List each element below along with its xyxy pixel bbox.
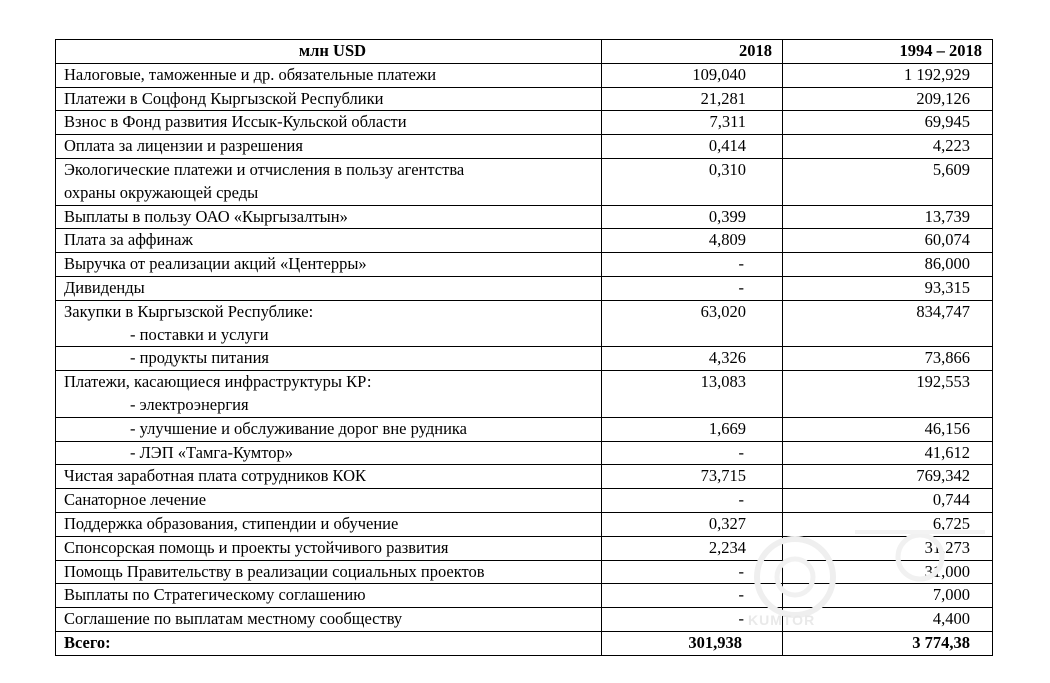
row-label-cell — [56, 465, 602, 489]
row-label: Выплаты по Стратегическому соглашению — [64, 585, 366, 605]
table-row — [56, 253, 993, 277]
row-value-2018: - — [602, 253, 783, 277]
infra-value-total: 192,553 — [783, 371, 993, 418]
row-label-cell — [56, 63, 602, 87]
table-row — [56, 135, 993, 159]
table-row — [56, 63, 993, 87]
watermark-text: KUMTOR — [748, 612, 816, 628]
infra-value-2018: 13,083 — [602, 371, 783, 418]
row-label: Выплаты в пользу ОАО «Кыргызалтын» — [64, 206, 348, 226]
header-year-2018: 2018 — [602, 40, 783, 64]
purchases-group — [56, 300, 993, 370]
infra-sub-powerline: - ЛЭП «Тамга-Кумтор» — [130, 442, 293, 462]
table-row — [56, 276, 993, 300]
table-row — [56, 560, 993, 584]
row-label-cell — [56, 205, 602, 229]
row-label-cell — [56, 158, 602, 205]
row-value-total: 86,000 — [783, 253, 993, 277]
row-value-2018: 0,414 — [602, 135, 783, 159]
row-label: Чистая заработная плата сотрудников КОК — [64, 466, 366, 486]
table-row — [56, 465, 993, 489]
table-body-part-2 — [56, 465, 993, 632]
table-row-roads — [56, 417, 993, 441]
table-row-infrastructure — [56, 371, 993, 418]
row-value-2018: 21,281 — [602, 87, 783, 111]
roads-label-cell — [56, 417, 602, 441]
row-value-total: 1 192,929 — [783, 63, 993, 87]
row-label: Дивиденды — [64, 277, 145, 297]
infrastructure-group — [56, 371, 993, 465]
infra-title: Платежи, касающиеся инфраструктуры КР: — [64, 372, 372, 392]
roads-value-2018: 1,669 — [602, 417, 783, 441]
row-value-2018: 109,040 — [602, 63, 783, 87]
row-label-cell — [56, 276, 602, 300]
row-label: Платежи в Соцфонд Кыргызской Республики — [64, 88, 384, 108]
row-value-total: 5,609 — [783, 158, 993, 205]
row-label-cell — [56, 536, 602, 560]
row-label: Выручка от реализации акций «Центерры» — [64, 254, 367, 274]
row-value-total: 13,739 — [783, 205, 993, 229]
table-row — [56, 536, 993, 560]
table-row — [56, 512, 993, 536]
row-label-cell — [56, 111, 602, 135]
row-value-2018: - — [602, 584, 783, 608]
row-label: Спонсорская помощь и проекты устойчивого развития — [64, 537, 449, 557]
infra-sub-electricity: - электроэнергия — [130, 394, 249, 414]
total-label: Всего: — [56, 631, 602, 655]
table-row — [56, 205, 993, 229]
row-value-total: 209,126 — [783, 87, 993, 111]
row-label: Санаторное лечение — [64, 490, 207, 510]
total-group — [56, 631, 993, 655]
row-label-cell — [56, 135, 602, 159]
row-value-total: 4,400 — [783, 608, 993, 632]
row-value-2018: - — [602, 608, 783, 632]
powerline-value-total: 41,612 — [783, 441, 993, 465]
row-label-cell — [56, 229, 602, 253]
row-label-cell — [56, 584, 602, 608]
food-value-total: 73,866 — [783, 347, 993, 371]
row-value-total: 93,315 — [783, 276, 993, 300]
row-label-cell — [56, 560, 602, 584]
row-label: Соглашение по выплатам местному сообществу — [64, 609, 403, 629]
total-value-2018: 301,938 — [602, 631, 783, 655]
purchases-title: Закупки в Кыргызской Республике: — [64, 301, 314, 321]
row-value-total: 31,000 — [783, 560, 993, 584]
table-row — [56, 608, 993, 632]
food-value-2018: 4,326 — [602, 347, 783, 371]
table-row — [56, 489, 993, 513]
payments-table-container — [55, 39, 992, 656]
powerline-value-2018: - — [602, 441, 783, 465]
row-value-2018: - — [602, 489, 783, 513]
table-row — [56, 229, 993, 253]
row-label: Плата за аффинаж — [64, 230, 193, 250]
row-value-2018: 0,399 — [602, 205, 783, 229]
row-label-cell — [56, 512, 602, 536]
table-body-part-1 — [56, 63, 993, 300]
row-value-2018: 0,310 — [602, 158, 783, 205]
powerline-label-cell — [56, 441, 602, 465]
roads-value-total: 46,156 — [783, 417, 993, 441]
table-row-powerline — [56, 441, 993, 465]
table-row-purchases — [56, 300, 993, 347]
row-label: Поддержка образования, стипендии и обучение — [64, 513, 399, 533]
row-value-2018: - — [602, 560, 783, 584]
row-label-cell — [56, 87, 602, 111]
row-value-total: 7,000 — [783, 584, 993, 608]
row-label: Экологические платежи и отчисления в пользу агентства — [64, 159, 465, 179]
row-label: Оплата за лицензии и разрешения — [64, 136, 303, 156]
row-value-total: 6,725 — [783, 512, 993, 536]
row-label-cell — [56, 608, 602, 632]
row-label: охраны окружающей среды — [64, 182, 259, 202]
header-period-total: 1994 – 2018 — [783, 40, 993, 64]
purchases-label-cell — [56, 300, 602, 347]
table-row — [56, 87, 993, 111]
row-value-2018: 73,715 — [602, 465, 783, 489]
row-label: Взнос в Фонд развития Иссык-Кульской области — [64, 112, 407, 132]
row-label: Помощь Правительству в реализации социальных проектов — [64, 561, 485, 581]
food-label-cell — [56, 347, 602, 371]
table-row-food — [56, 347, 993, 371]
row-value-2018: 7,311 — [602, 111, 783, 135]
purchases-sub-food: - продукты питания — [130, 348, 269, 368]
table-row-total — [56, 631, 993, 655]
row-value-total: 0,744 — [783, 489, 993, 513]
infra-label-cell — [56, 371, 602, 418]
purchases-sub-services: - поставки и услуги — [130, 324, 269, 344]
row-value-2018: 2,234 — [602, 536, 783, 560]
row-value-total: 60,074 — [783, 229, 993, 253]
header-unit: млн USD — [56, 40, 602, 64]
row-value-2018: 0,327 — [602, 512, 783, 536]
row-value-total: 769,342 — [783, 465, 993, 489]
row-label-cell — [56, 253, 602, 277]
purchases-value-total: 834,747 — [783, 300, 993, 347]
purchases-value-2018: 63,020 — [602, 300, 783, 347]
row-label: Налоговые, таможенные и др. обязательные платежи — [64, 64, 437, 84]
row-label-cell — [56, 489, 602, 513]
table-header-row — [56, 40, 993, 64]
row-value-2018: 4,809 — [602, 229, 783, 253]
infra-sub-roads: - улучшение и обслуживание дорог вне рудника — [130, 418, 467, 438]
table-row — [56, 158, 993, 205]
table-row — [56, 584, 993, 608]
row-value-total: 4,223 — [783, 135, 993, 159]
row-value-total: 31,273 — [783, 536, 993, 560]
row-value-2018: - — [602, 276, 783, 300]
payments-table — [55, 39, 993, 656]
row-value-total: 69,945 — [783, 111, 993, 135]
total-value-period: 3 774,38 — [783, 631, 993, 655]
table-row — [56, 111, 993, 135]
